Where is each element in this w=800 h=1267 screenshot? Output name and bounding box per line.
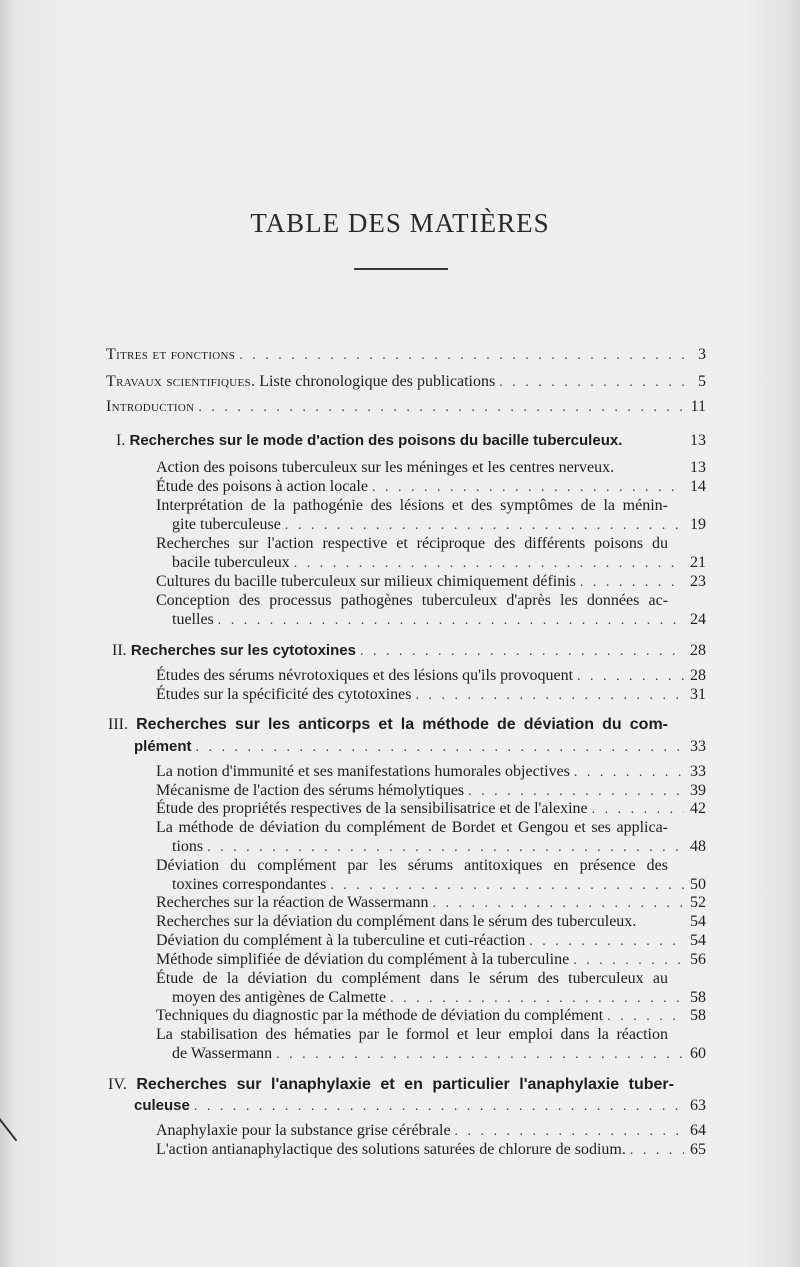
toc-entry-label: toxines correspondantes <box>172 876 327 893</box>
toc-entry-line: Conception des processus pathogènes tuberculeux d'après les données ac- <box>156 592 668 609</box>
toc-page-number: 50 <box>690 876 706 893</box>
toc-entry-label: bacile tuberculeux <box>172 554 290 571</box>
toc-entry[interactable] <box>156 667 706 686</box>
toc-entry-label: Action des poisons tuberculeux sur les méninges et les centres nerveux. <box>156 459 615 476</box>
toc-entry[interactable] <box>172 989 706 1008</box>
toc-entry[interactable] <box>156 1141 706 1160</box>
toc-page-number: 54 <box>690 913 706 930</box>
toc-entry-label: moyen des antigènes de Calmette <box>172 989 387 1006</box>
toc-entry-label: Anaphylaxie pour la substance grise cérébrale <box>156 1122 451 1139</box>
toc-entry-label: Mécanisme de l'action des sérums hémolytiques <box>156 782 465 799</box>
leader-dots <box>207 839 684 857</box>
leader-dots <box>415 687 684 705</box>
toc-entry[interactable] <box>172 838 706 857</box>
toc-entry-label: Étude des poisons à action locale <box>156 478 368 495</box>
leader-dots <box>529 933 684 951</box>
section-numeral: IV. <box>108 1076 127 1093</box>
toc-page-number: 11 <box>690 398 706 415</box>
leader-dots <box>433 895 684 913</box>
toc-page-number: 60 <box>690 1045 706 1062</box>
toc-page-number: 5 <box>698 373 706 390</box>
toc-page-number: 23 <box>690 573 706 590</box>
toc-entry-label: La notion d'immunité et ses manifestations humorales objectives <box>156 763 570 780</box>
leader-dots <box>372 479 684 497</box>
leader-dots <box>630 1142 684 1160</box>
toc-page-number: 33 <box>690 763 706 780</box>
toc-page-number: 52 <box>690 894 706 911</box>
section-title: Recherches sur les anticorps et la méthode de déviation du com- <box>136 716 669 733</box>
toc-page-number: 13 <box>690 432 706 449</box>
toc-entry[interactable] <box>156 782 706 801</box>
toc-entry-label: Recherches sur la réaction de Wassermann <box>156 894 429 911</box>
leader-dots <box>607 1008 684 1026</box>
leader-dots <box>196 739 684 757</box>
toc-page-number: 28 <box>690 667 706 684</box>
leader-dots <box>592 801 684 819</box>
leader-dots <box>198 399 684 417</box>
leader-dots <box>360 643 684 661</box>
toc-entry[interactable] <box>156 913 706 931</box>
toc-entry-label: Titres et fonctions <box>106 346 236 363</box>
leader-dots <box>194 1098 684 1116</box>
toc-page-number: 64 <box>690 1122 706 1139</box>
toc-entry-label: Cultures du bacille tuberculeux sur milieux chimiquement définis <box>156 573 576 590</box>
section-numeral: I. <box>116 432 126 449</box>
toc-entry[interactable] <box>156 763 706 782</box>
toc-entry-introduction[interactable] <box>106 398 706 417</box>
section-heading-1[interactable] <box>116 432 706 450</box>
section-title: Recherches sur le mode d'action des poisons du bacille tuberculeux. <box>129 432 623 449</box>
toc-entry[interactable] <box>156 1007 706 1026</box>
toc-entry[interactable] <box>172 611 706 630</box>
toc-page-number: 42 <box>690 800 706 817</box>
toc-entry-line: Recherches sur l'action respective et réciproque des différents poisons du <box>156 535 668 552</box>
toc-page-number: 28 <box>690 642 706 659</box>
toc-entry[interactable] <box>172 1045 706 1064</box>
section-numeral: II. <box>112 642 127 659</box>
toc-entry[interactable] <box>156 1122 706 1141</box>
toc-entry[interactable] <box>156 951 706 970</box>
toc-entry-label <box>106 373 495 391</box>
section-heading-3-line2[interactable] <box>134 738 706 757</box>
toc-entry[interactable] <box>172 516 706 535</box>
toc-page-number: 63 <box>690 1097 706 1114</box>
toc-entry-label: gite tuberculeuse <box>172 516 281 533</box>
toc-entry-label: Étude des propriétés respectives de la sensibilisatrice et de l'alexine <box>156 800 588 817</box>
leader-dots <box>577 668 684 686</box>
toc-entry-travaux[interactable] <box>106 373 706 392</box>
toc-entry[interactable] <box>156 800 706 819</box>
toc-page-number: 21 <box>690 554 706 571</box>
toc-entry[interactable] <box>156 894 706 913</box>
section-title-cont: culeuse <box>134 1097 190 1114</box>
leader-dots <box>455 1123 684 1141</box>
section-heading-text <box>112 642 356 660</box>
section-heading-4-line2[interactable] <box>134 1097 706 1116</box>
leader-dots <box>276 1046 684 1064</box>
toc-entry[interactable] <box>172 554 706 573</box>
leader-dots <box>468 783 684 801</box>
toc-entry-label: Études des sérums névrotoxiques et des lésions qu'ils provoquent <box>156 667 574 684</box>
toc-entry-label: tuelles <box>172 611 214 628</box>
leader-dots <box>239 347 684 365</box>
toc-entry-titres[interactable] <box>106 346 706 365</box>
toc-page-number: 13 <box>690 459 706 476</box>
toc-page-number: 33 <box>690 738 706 755</box>
toc-entry[interactable] <box>156 573 706 592</box>
toc-page-number: 19 <box>690 516 706 533</box>
toc-page-number: 3 <box>698 346 706 363</box>
section-heading-text <box>116 432 622 450</box>
toc-entry-line: Déviation du complément par les sérums antitoxiques en présence des <box>156 857 668 874</box>
leader-dots <box>330 877 684 895</box>
toc-entry-label: Études sur la spécificité des cytotoxines <box>156 686 412 703</box>
toc-page-number: 31 <box>690 686 706 703</box>
section-heading-2[interactable] <box>112 642 706 661</box>
toc-entry[interactable] <box>156 459 706 477</box>
section-numeral: III. <box>108 716 128 733</box>
toc-entry-label: Techniques du diagnostic par la méthode de déviation du complément <box>156 1007 604 1024</box>
toc-entry-label-caps: Travaux scientifiques. <box>106 373 256 390</box>
page-title: TABLE DES MATIÈRES <box>250 208 550 238</box>
toc-entry-label: tions <box>172 838 204 855</box>
leader-dots <box>294 555 684 573</box>
leader-dots <box>574 764 684 782</box>
leader-dots <box>218 612 684 630</box>
toc-entry[interactable] <box>156 478 706 497</box>
toc-page-number: 48 <box>690 838 706 855</box>
toc-page-number: 58 <box>690 989 706 1006</box>
toc-entry-label: Introduction <box>106 398 195 415</box>
toc-entry-line: La méthode de déviation du complément de Bordet et Gengou et ses applica- <box>156 819 668 836</box>
toc-entry-line: Étude de la déviation du complément dans le sérum des tuberculeux au <box>156 970 668 987</box>
section-title-cont: plément <box>134 738 192 755</box>
leader-dots <box>499 374 684 392</box>
section-heading-4-line1[interactable] <box>108 1076 674 1094</box>
toc-page-number: 56 <box>690 951 706 968</box>
toc-entry[interactable] <box>156 686 706 705</box>
leader-dots <box>285 517 684 535</box>
leader-dots <box>573 952 684 970</box>
leader-dots <box>390 990 684 1008</box>
toc-entry-label-rest: Liste chronologique des publications <box>259 373 496 390</box>
toc-entry[interactable] <box>156 932 706 951</box>
toc-entry-line: La stabilisation des hématies par le formol et leur emploi dans la réaction <box>156 1026 668 1043</box>
toc-page-number: 65 <box>690 1141 706 1158</box>
toc-page-number: 14 <box>690 478 706 495</box>
toc-entry-label: Recherches sur la déviation du complément dans le sérum des tuberculeux. <box>156 913 637 930</box>
toc-entry-label: Déviation du complément à la tuberculine et cuti-réaction <box>156 932 526 949</box>
toc-entry-label: L'action antianaphylactique des solutions saturées de chlorure de sodium. <box>156 1141 626 1158</box>
leader-dots <box>580 574 684 592</box>
section-heading-3-line1[interactable] <box>108 716 668 734</box>
toc-entry-line: Interprétation de la pathogénie des lésions et des symptômes de la ménin- <box>156 497 668 514</box>
section-title: Recherches sur l'anaphylaxie et en particulier l'anaphylaxie tuber- <box>136 1076 674 1093</box>
section-title: Recherches sur les cytotoxines <box>130 642 356 659</box>
toc-page-number: 58 <box>690 1007 706 1024</box>
toc-entry[interactable] <box>172 876 706 895</box>
toc-entry-label: Méthode simplifiée de déviation du complément à la tuberculine <box>156 951 570 968</box>
toc-page-number: 54 <box>690 932 706 949</box>
toc-page-number: 24 <box>690 611 706 628</box>
toc-page-number: 39 <box>690 782 706 799</box>
toc-entry-label: de Wassermann <box>172 1045 273 1062</box>
